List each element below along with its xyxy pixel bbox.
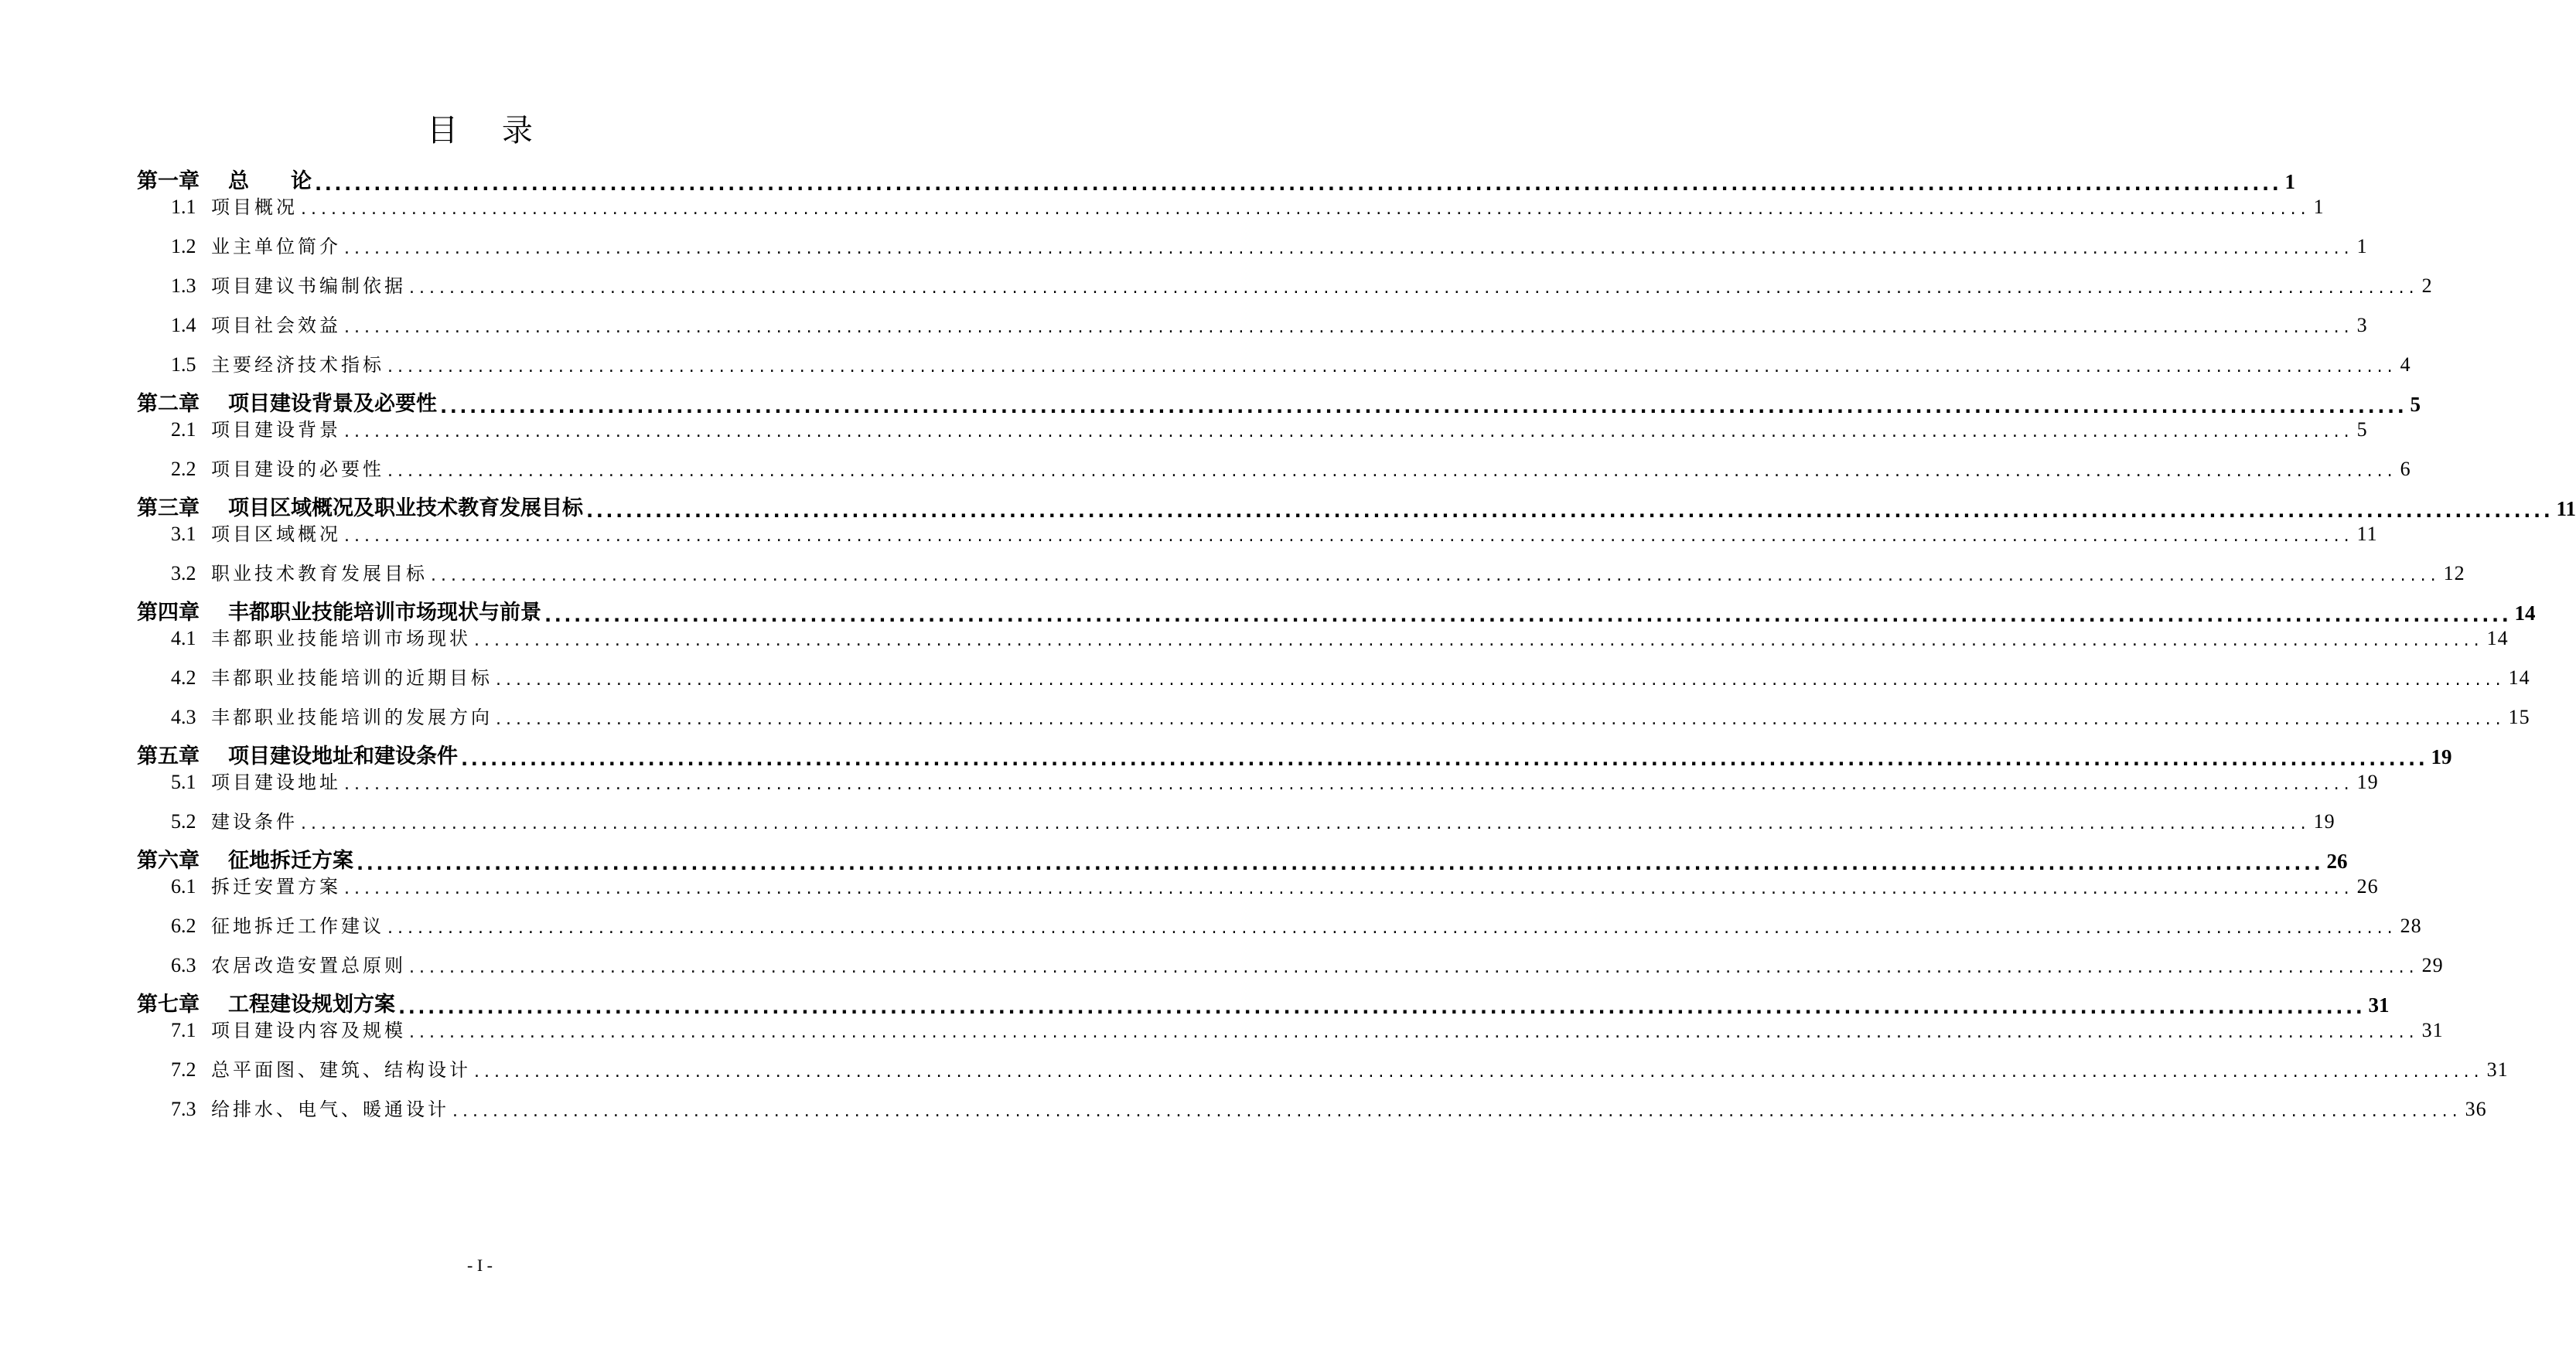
section-title: 项目社会效益 — [211, 315, 341, 336]
dot-leader: ........................................................................................................................................................................................................ — [452, 1102, 2462, 1121]
dot-leader: ........................................................................................................................................................................................................ — [357, 853, 2324, 874]
chapter-title: 总 论 — [228, 169, 312, 193]
page-title: 目 录 — [427, 113, 550, 148]
section-title: 拆迁安置方案 — [211, 876, 341, 898]
page-number: 1 — [2284, 170, 2295, 193]
page-number: 36 — [2465, 1098, 2487, 1120]
page-number: 14 — [2486, 627, 2509, 649]
page-number: 28 — [2400, 915, 2422, 937]
page-number: 1 — [2356, 235, 2368, 257]
dot-leader: ........................................................................................................................................................................................................ — [344, 239, 2354, 258]
section-number: 1.1 — [171, 196, 196, 218]
chapter-title: 丰都职业技能培训市场现状与前景 — [228, 601, 541, 625]
dot-leader: ........................................................................................................................................................................................................ — [301, 814, 2311, 833]
page-number: 1 — [2313, 196, 2325, 218]
section-number: 1.2 — [171, 235, 196, 257]
chapter-title: 项目区域概况及职业技术教育发展目标 — [228, 496, 583, 520]
page-number: 19 — [2356, 771, 2379, 793]
section-title: 项目区域概况 — [211, 523, 341, 545]
section-number: 1.5 — [171, 353, 196, 376]
page-number: 26 — [2356, 875, 2379, 898]
section-title: 征地拆迁工作建议 — [211, 915, 384, 937]
chapter-number: 第四章 — [137, 601, 200, 625]
chapter-title: 项目建设背景及必要性 — [228, 392, 437, 416]
dot-leader: ........................................................................................................................................................................................................ — [344, 879, 2354, 898]
page-number: 14 — [2508, 666, 2530, 689]
toc-section-entry[interactable] — [137, 519, 2378, 550]
chapter-title: 征地拆迁方案 — [228, 849, 353, 873]
dot-leader: ........................................................................................................................................................................................................ — [474, 631, 2484, 650]
chapter-number: 第三章 — [137, 496, 200, 520]
section-title: 农居改造安置总原则 — [211, 955, 406, 976]
section-number: 2.2 — [171, 458, 196, 480]
page-number: 12 — [2443, 562, 2465, 584]
section-number: 6.3 — [171, 954, 196, 976]
dot-leader: ........................................................................................................................................................................................................ — [440, 396, 2407, 417]
chapter-number: 第二章 — [137, 392, 200, 416]
section-title: 项目建设内容及规模 — [211, 1020, 406, 1041]
dot-leader: ........................................................................................................................................................................................................ — [496, 670, 2506, 690]
section-title: 丰都职业技能培训的近期目标 — [211, 667, 493, 689]
toc-section-entry[interactable] — [137, 558, 2465, 589]
section-number: 6.2 — [171, 915, 196, 937]
dot-leader: ........................................................................................................................................................................................................ — [344, 526, 2354, 546]
dot-leader: ........................................................................................................................................................................................................ — [315, 173, 2282, 195]
page-number: 19 — [2313, 810, 2335, 833]
page-number: 19 — [2431, 745, 2452, 768]
section-number: 1.4 — [171, 314, 196, 336]
page-number: 31 — [2486, 1058, 2509, 1081]
section-number: 6.1 — [171, 875, 196, 898]
page-number: 14 — [2514, 601, 2536, 625]
page-number: 5 — [2356, 418, 2368, 441]
section-number: 4.2 — [171, 666, 196, 689]
dot-leader: ........................................................................................................................................................................................................ — [387, 462, 2397, 481]
page-number: 29 — [2421, 954, 2444, 976]
section-title: 项目建议书编制依据 — [211, 275, 406, 297]
section-number: 4.1 — [171, 627, 196, 649]
page-number: 31 — [2421, 1019, 2444, 1041]
toc-section-entry[interactable] — [137, 950, 2444, 981]
page-number: 31 — [2368, 993, 2390, 1017]
section-number: 7.1 — [171, 1019, 196, 1041]
section-number: 3.2 — [171, 562, 196, 584]
dot-leader: ........................................................................................................................................................................................................ — [301, 199, 2311, 219]
dot-leader: ........................................................................................................................................................................................................ — [409, 1023, 2419, 1042]
toc-section-entry[interactable] — [137, 310, 2368, 341]
toc-section-entry[interactable] — [137, 271, 2433, 302]
dot-leader: ........................................................................................................................................................................................................ — [474, 1062, 2484, 1082]
dot-leader: ........................................................................................................................................................................................................ — [387, 918, 2397, 938]
dot-leader: ........................................................................................................................................................................................................ — [344, 775, 2354, 794]
toc-section-entry[interactable] — [137, 1054, 2509, 1085]
section-title: 业主单位简介 — [211, 236, 341, 257]
dot-leader: ........................................................................................................................................................................................................ — [387, 357, 2397, 376]
page-number: 6 — [2400, 458, 2411, 480]
dot-leader: ........................................................................................................................................................................................................ — [409, 958, 2419, 977]
section-title: 总平面图、建筑、结构设计 — [211, 1059, 471, 1081]
section-title: 项目概况 — [211, 196, 298, 218]
page-number: 4 — [2400, 353, 2411, 376]
section-title: 给排水、电气、暖通设计 — [211, 1099, 449, 1120]
toc-section-entry[interactable] — [137, 454, 2411, 485]
dot-leader: ........................................................................................................................................................................................................ — [409, 278, 2419, 298]
page-number: 11 — [2356, 523, 2378, 545]
toc-section-entry[interactable] — [137, 767, 2379, 798]
section-title: 丰都职业技能培训市场现状 — [211, 628, 471, 649]
toc-section-entry[interactable] — [137, 1015, 2444, 1046]
chapter-number: 第七章 — [137, 993, 200, 1017]
section-title: 项目建设的必要性 — [211, 458, 384, 480]
dot-leader: ........................................................................................................................................................................................................ — [544, 605, 2512, 626]
section-title: 项目建设背景 — [211, 419, 341, 441]
page-number: 5 — [2410, 393, 2421, 416]
dot-leader: ........................................................................................................................................................................................................ — [496, 710, 2506, 729]
section-number: 5.2 — [171, 810, 196, 833]
section-number: 5.1 — [171, 771, 196, 793]
section-number: 4.3 — [171, 706, 196, 728]
toc-section-entry[interactable] — [137, 623, 2509, 654]
toc-section-entry[interactable] — [137, 702, 2530, 733]
page-number: 3 — [2356, 314, 2368, 336]
dot-leader: ........................................................................................................................................................................................................ — [461, 748, 2428, 770]
section-number: 2.1 — [171, 418, 196, 441]
toc-section-entry[interactable] — [137, 192, 2325, 223]
dot-leader: ........................................................................................................................................................................................................ — [344, 422, 2354, 441]
chapter-title: 项目建设地址和建设条件 — [228, 744, 458, 768]
page-number: 2 — [2421, 274, 2433, 297]
chapter-number: 第六章 — [137, 849, 200, 873]
toc-section-entry[interactable] — [137, 231, 2368, 262]
section-number: 7.3 — [171, 1098, 196, 1120]
chapter-number: 第一章 — [137, 169, 200, 193]
toc-section-entry[interactable] — [137, 414, 2368, 445]
page-number: 26 — [2326, 850, 2348, 873]
toc-section-entry[interactable] — [137, 1094, 2487, 1125]
section-title: 职业技术教育发展目标 — [211, 563, 428, 584]
toc-section-entry[interactable] — [137, 806, 2335, 837]
toc-section-entry[interactable] — [137, 911, 2422, 942]
section-number: 7.2 — [171, 1058, 196, 1081]
dot-leader: ........................................................................................................................................................................................................ — [431, 566, 2441, 585]
page-number-footer: - I - — [467, 1255, 493, 1275]
toc-section-entry[interactable] — [137, 349, 2411, 380]
section-number: 1.3 — [171, 274, 196, 297]
chapter-number: 第五章 — [137, 744, 200, 768]
section-title: 主要经济技术指标 — [211, 354, 384, 376]
chapter-title: 工程建设规划方案 — [228, 993, 395, 1017]
section-title: 项目建设地址 — [211, 772, 341, 793]
dot-leader: ........................................................................................................................................................................................................ — [586, 500, 2554, 522]
page-number: 11 — [2556, 497, 2576, 520]
toc-section-entry[interactable] — [137, 663, 2530, 693]
section-number: 3.1 — [171, 523, 196, 545]
dot-leader: ........................................................................................................................................................................................................ — [398, 997, 2366, 1018]
dot-leader: ........................................................................................................................................................................................................ — [344, 318, 2354, 337]
section-title: 建设条件 — [211, 811, 298, 833]
section-title: 丰都职业技能培训的发展方向 — [211, 707, 493, 728]
toc-section-entry[interactable] — [137, 871, 2379, 902]
page-number: 15 — [2508, 706, 2530, 728]
